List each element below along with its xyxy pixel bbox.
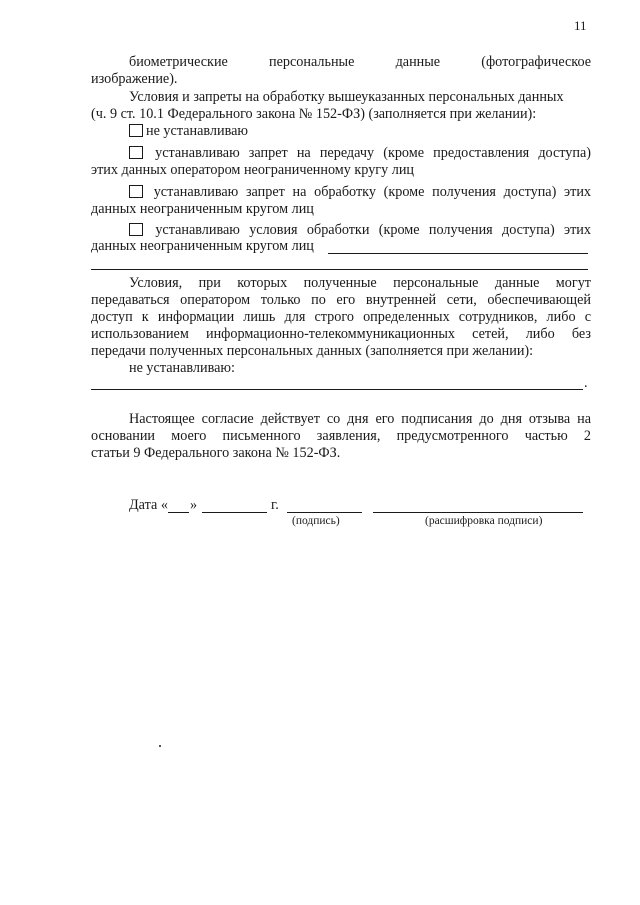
biometric-word: биометрические <box>129 54 228 70</box>
scan-speck <box>159 745 161 747</box>
option-checkbox[interactable] <box>129 223 143 236</box>
biometric-line-2: изображение). <box>91 71 178 87</box>
signature-decoding-field[interactable] <box>373 512 583 513</box>
biometric-line-1 <box>129 54 591 72</box>
option-checkbox[interactable] <box>129 124 143 137</box>
option-ban-processing-line-2: данных неограниченным кругом лиц <box>91 201 314 217</box>
option-ban-transfer[interactable] <box>129 145 591 163</box>
validity-line-3: статьи 9 Федерального закона № 152-ФЗ. <box>91 445 341 461</box>
biometric-word: (фотографическое <box>481 54 592 70</box>
validity-line-2: основании моего письменного заявления, предусмотренного частью 2 <box>91 428 591 444</box>
date-label: Дата « <box>129 497 168 513</box>
network-end-mark: . <box>584 375 588 391</box>
biometric-word: персональные <box>269 54 355 70</box>
signature-caption: (подпись) <box>292 515 340 527</box>
option-set-conditions[interactable] <box>129 222 591 240</box>
option-label: не устанавливаю <box>146 123 248 139</box>
biometric-word: данные <box>395 54 441 70</box>
date-close-quote: » <box>190 497 198 513</box>
network-line-4: использованием информационно-телекоммуникационных сетей, либо без <box>91 326 591 342</box>
date-month-field[interactable] <box>202 512 267 513</box>
option-ban-processing[interactable] <box>129 184 591 202</box>
option-no-restrictions[interactable] <box>129 123 248 141</box>
signature-field[interactable] <box>287 512 362 513</box>
date-day-field[interactable] <box>168 512 189 513</box>
restrictions-intro-line-1: Условия и запреты на обработку вышеуказанных персональных данных <box>129 89 564 105</box>
year-suffix: г. <box>271 497 279 513</box>
option-label: устанавливаю запрет на обработку (кроме получения доступа) этих <box>153 184 591 200</box>
network-line-3: доступ к информации лишь для строго определенных сотрудников, либо с <box>91 309 591 325</box>
option-label: устанавливаю условия обработки (кроме получения доступа) этих <box>155 222 591 238</box>
network-fill-line[interactable] <box>91 389 583 390</box>
page-number: 11 <box>574 18 587 33</box>
conditions-fill-line-2[interactable] <box>91 269 588 270</box>
network-line-5: передачи полученных персональных данных (заполняется при желании): <box>91 343 534 359</box>
option-label: устанавливаю запрет на передачу (кроме предоставления доступа) <box>155 145 591 161</box>
decoding-caption: (расшифровка подписи) <box>425 515 543 527</box>
option-ban-transfer-line-2: этих данных оператором неограниченному кругу лиц <box>91 162 415 178</box>
network-answer: не устанавливаю: <box>129 360 235 376</box>
option-checkbox[interactable] <box>129 185 143 198</box>
network-line-2: передаваться оператором только по его внутренней сети, обеспечивающей <box>91 292 591 308</box>
validity-line-1: Настоящее согласие действует со дня его подписания до дня отзыва на <box>129 411 591 427</box>
option-checkbox[interactable] <box>129 146 143 159</box>
network-line-1: Условия, при которых полученные персональные данные могут <box>129 275 591 291</box>
option-set-conditions-line-2: данных неограниченным кругом лиц <box>91 238 314 254</box>
restrictions-intro-line-2: (ч. 9 ст. 10.1 Федерального закона № 152-ФЗ) (заполняется при желании): <box>91 106 537 122</box>
conditions-fill-line[interactable] <box>328 253 588 254</box>
